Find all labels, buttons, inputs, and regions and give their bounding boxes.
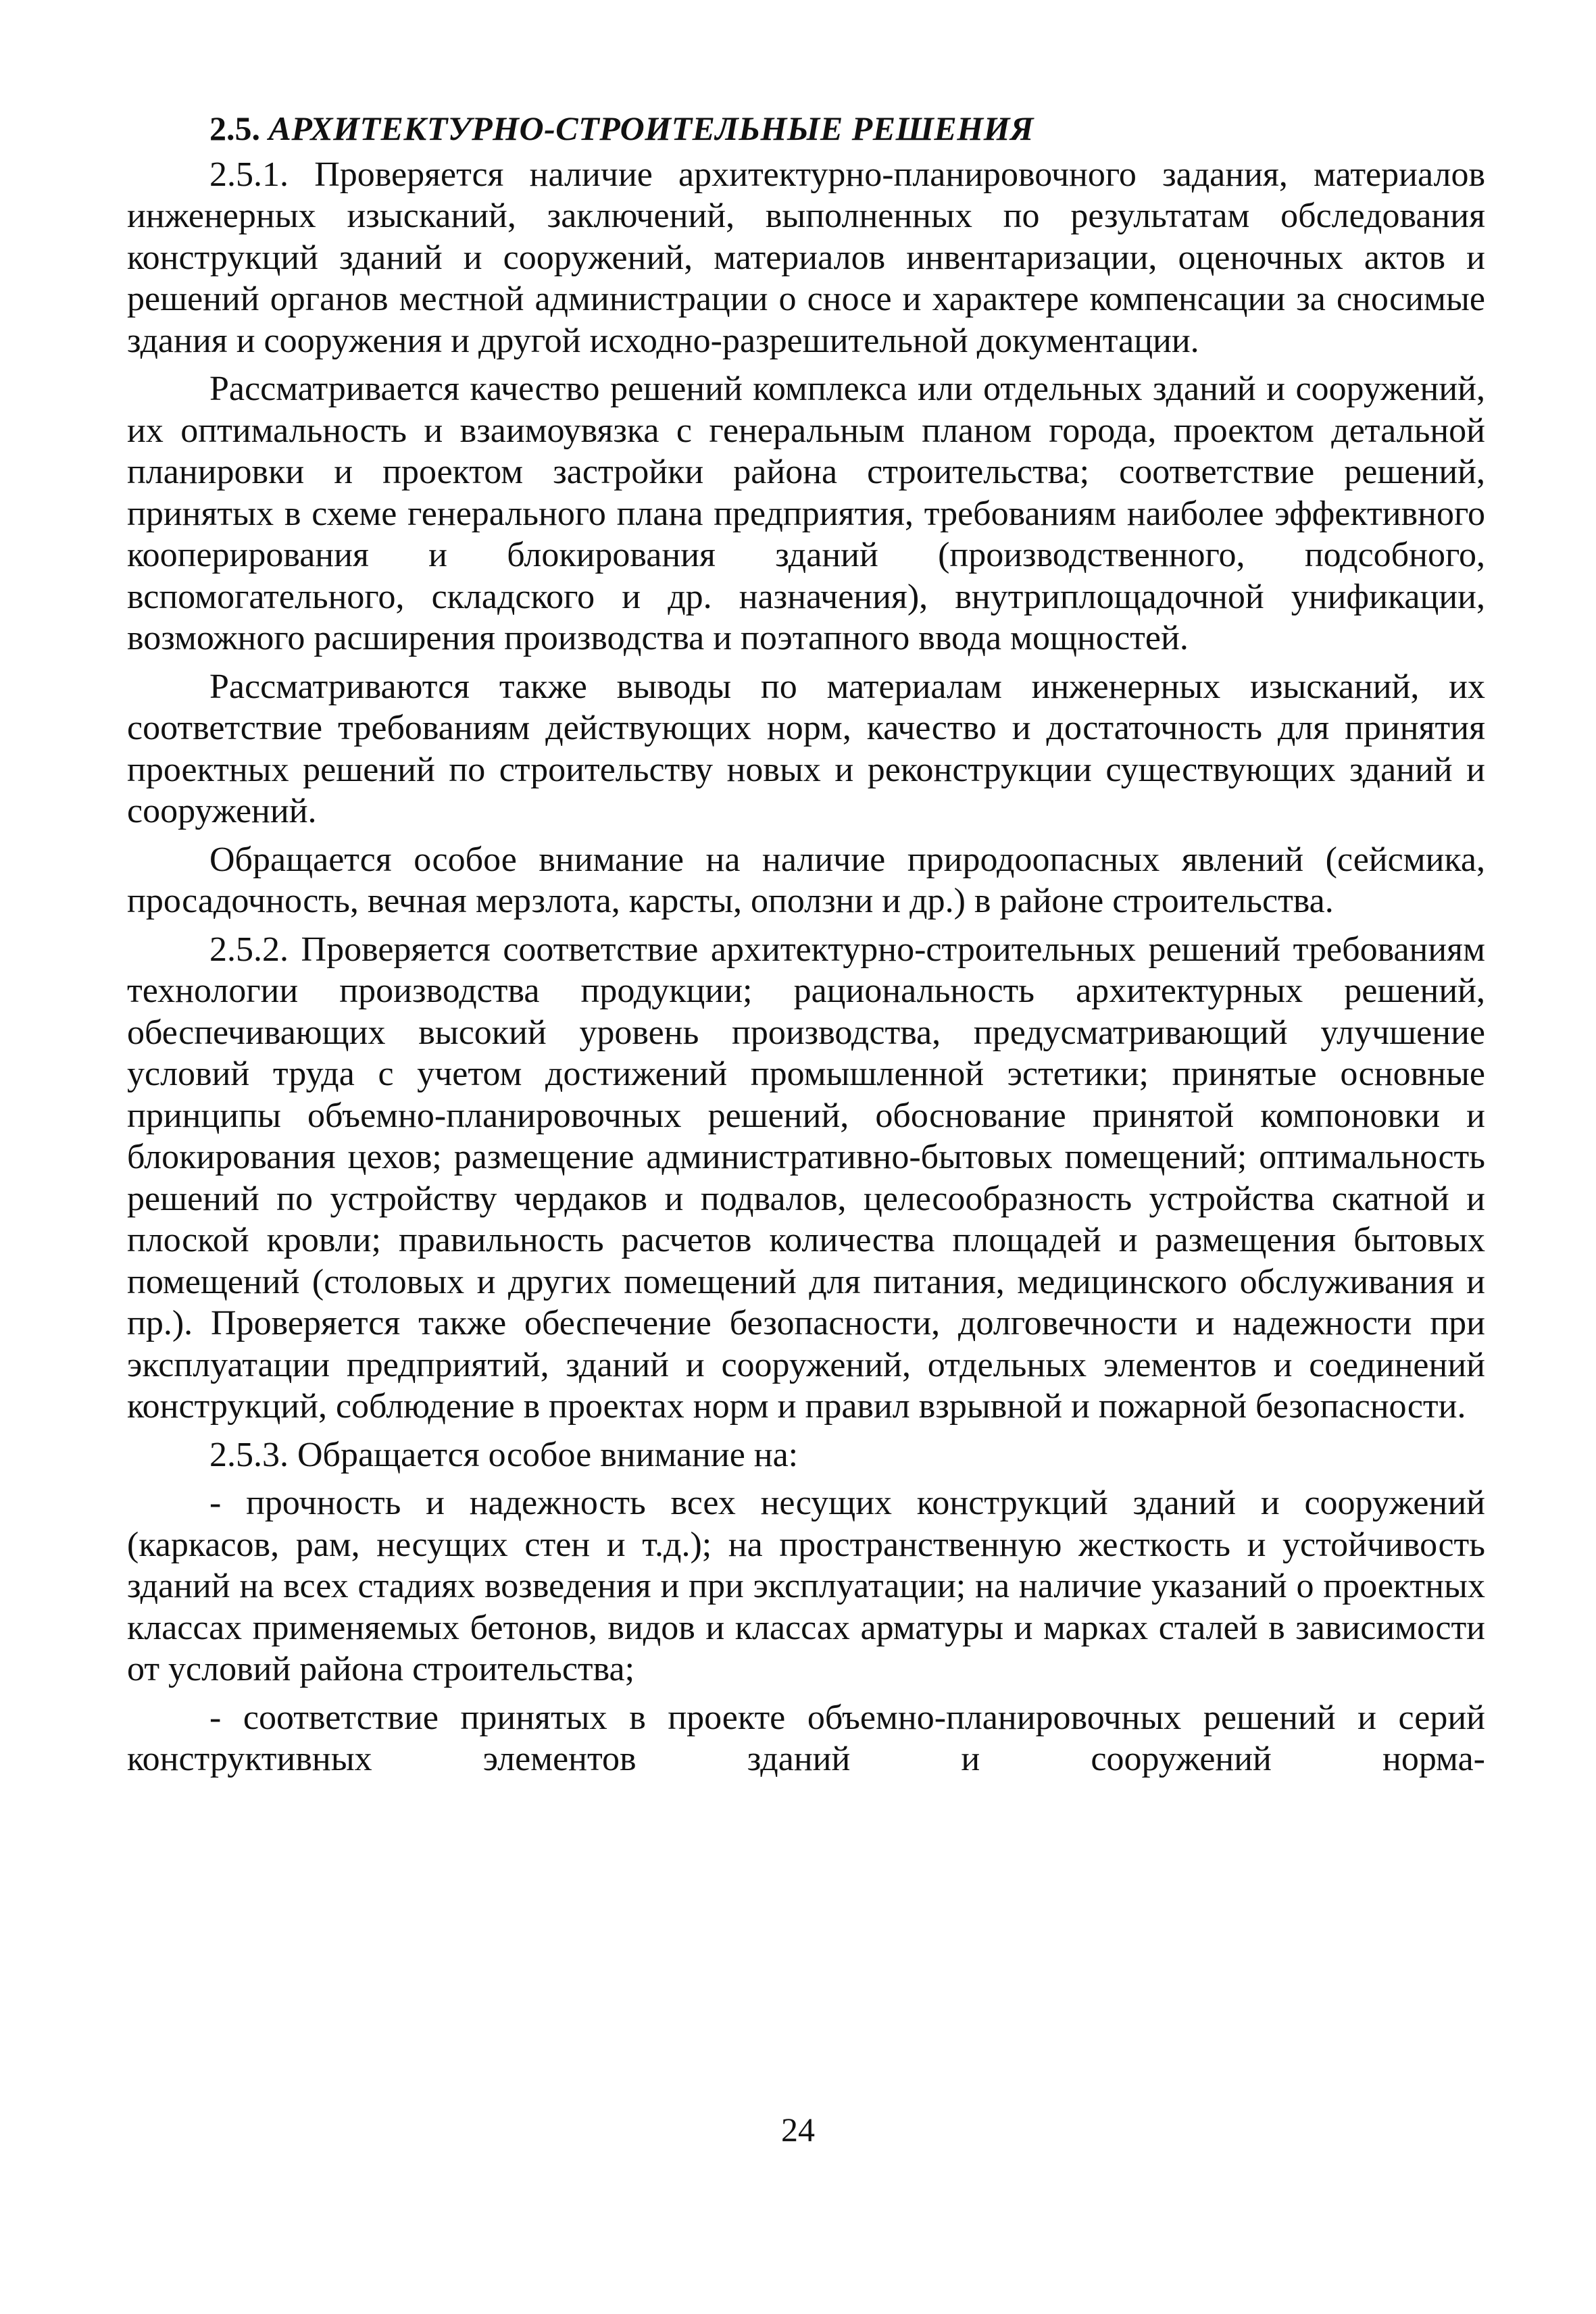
paragraph-2-5-1: 2.5.1. Проверяется наличие архитектурно-планировочного задания, материалов инженерных изысканий, заключений, выполненных по результатам обследования конструкций зданий и сооружений, материалов инвентаризации, оценочных актов и решений органов местной администрации о сносе и характере компенсации за сносимые здания и сооружения и другой исходно-разрешительной документации.: [127, 155, 1485, 360]
paragraph-design-quality: Рассматривается качество решений комплекса или отдельных зданий и сооружений, их оптимальность и взаимоувязка с генеральным планом города, проектом детальной планировки и проектом застройки района строительства; соответствие решений, принятых в схеме генерального плана предприятия, требованиям наиболее эффективного кооперирования и блокирования зданий (производственного, подсобного, вспомогательного, складского и др. назначения), внутриплощадочной унификации, возможного расширения производства и поэтапного ввода мощностей.: [127, 370, 1485, 657]
section-title: АРХИТЕКТУРНО-СТРОИТЕЛЬНЫЕ РЕШЕНИЯ: [268, 109, 1034, 147]
list-item-strength: - прочность и надежность всех несущих конструкций зданий и сооружений (каркасов, рам, несущих стен и т.д.); на пространственную жесткость и устойчивость зданий на всех стадиях возведения и при эксплуатации; на наличие указаний о проектных классах применяемых бетонов, видов и классах арматуры и марках сталей в зависимости от условий района строительства;: [127, 1484, 1485, 1688]
list-item-conformity: - соответствие принятых в проекте объемно-планировочных решений и серий конструктивных элементов зданий и сооружений норма-: [127, 1698, 1485, 1778]
section-number: 2.5.: [209, 109, 260, 147]
paragraph-2-5-3: 2.5.3. Обращается особое внимание на:: [209, 1435, 799, 1474]
paragraph-survey-conclusions: Рассматриваются также выводы по материалам инженерных изысканий, их соответствие требованиям действующих норм, качество и достаточность для принятия проектных решений по строительству новых и реконструкции существующих зданий и сооружений.: [127, 667, 1485, 830]
paragraph-2-5-2: 2.5.2. Проверяется соответствие архитектурно-строительных решений требованиям технологии производства продукции; рациональность архитектурных решений, обеспечивающих высокий уровень производства, предусматривающий улучшение условий труда с учетом достижений промышленной эстетики; принятые основные принципы объемно-планировочных решений, обоснование принятой компоновки и блокирования цехов; размещение административно-бытовых помещений; оптимальность решений по устройству чердаков и подвалов, целесообразность устройства скатной и плоской кровли; правильность расчетов количества площадей и размещения бытовых помещений (столовых и других помещений для питания, медицинского обслуживания и пр.). Проверяется также обеспечение безопасности, долговечности и надежности при эксплуатации предприятий, зданий и сооружений, отдельных элементов и соединений конструкций, соблюдение в проектах норм и правил взрывной и пожарной безопасности.: [127, 930, 1485, 1426]
page-number: 24: [781, 2111, 815, 2148]
page-body: [127, 108, 1485, 1780]
section-heading: [127, 108, 1485, 150]
paragraph-natural-hazards: Обращается особое внимание на наличие природоопасных явлений (сейсмика, просадочность, вечная мерзлота, карсты, оползни и др.) в районе строительства.: [127, 840, 1485, 920]
